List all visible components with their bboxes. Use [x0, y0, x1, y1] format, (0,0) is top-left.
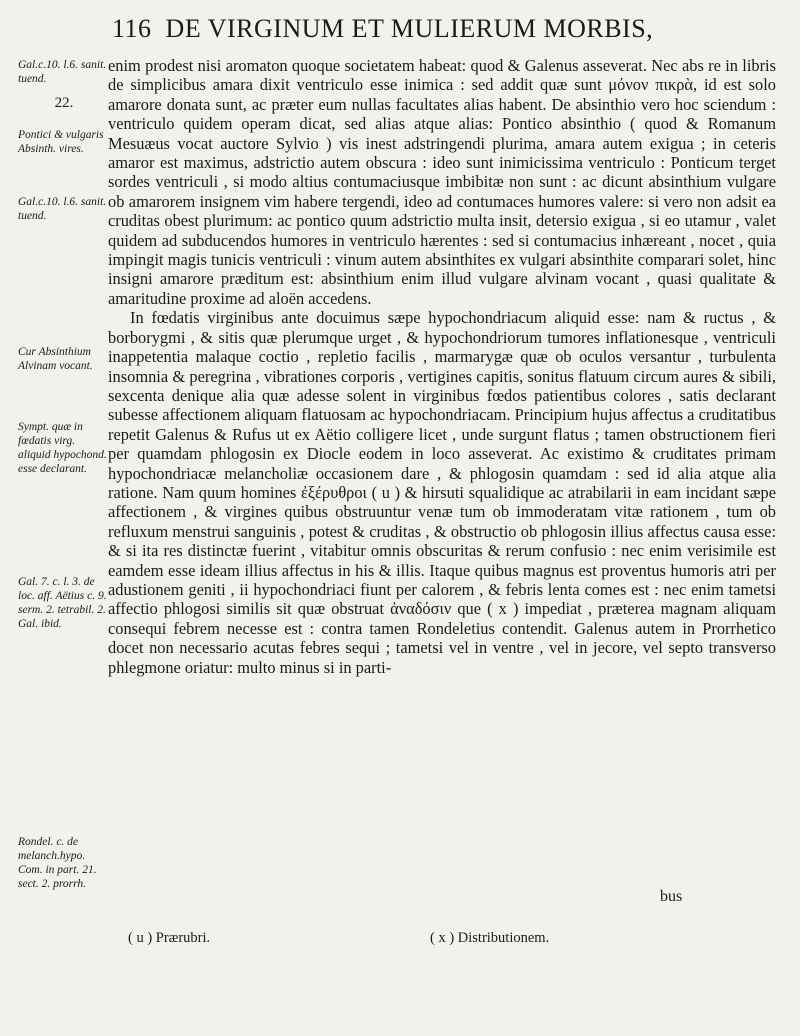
catchword: bus [660, 888, 683, 905]
margin-note: Sympt. quæ in fœdatis virg. aliquid hypochond. esse declarant. [18, 421, 107, 475]
main-text [108, 56, 776, 677]
paragraph: In fœdatis virginibus ante docuimus sæpe hypochondriacum aliquid esse: nam & ructus , & borborygmi , & sitis quæ plerumque urget , & hypochondriorum tumores inflationesque , ventriculi inappetentia malaque coctio , repletio facilis , marmarygæ quæ ob oculos versantur , turbulenta insomnia & peregrina , vibrationes corporis , vertigines capitis, sonitus flatuum circum aures & sibili, sexcenta denique alia quæ adesse solent in virginibus fœdos patientibus colores , satis declarant subesse affectionem aliquam flatuosam ac hypochondriacam. Principium hujus affectus a cruditatibus repetit Galenus & Rufus ut ex Aëtio colligere licet , unde surgunt flatus ; tamen obstructionem fieri per quamdam phlogosin ex Diocle eodem in loco asseverat. Ac existimo & cruditates primam hypochondriacæ melancholiæ occasionem dare , & phlogosin quamdam : sed id alia atque alia ratione. Nam quum homines ἐξέρυθροι ( u ) & hirsuti squalidique ac atrabilarii in eam incidant sæpe affectionem , & virgines quibus obstruuntur venæ tum ob immoderatam vitæ rationem , tum ob refluxum menstrui sanguinis , potest & cruditas , & obstructio ob phlogosin illius affectus causa esse: & si ita res distinctæ fuerint , vitabitur omnis obscuritas & rerum confusio : nec enim verisimile est eamdem esse ideam illius affectus in his & illis. Itaque quibus magnus est proventus humoris atri per adustionem geniti , ii hypochondriaci fiunt per calorem , & febris lenta comes est : nec enim tametsi affectio phlogosi similis sit quæ obstruat ἀναδόσιν que ( x ) impediat , præterea magnam aliquam consequi febrem necesse est : contra tamen Rondeletius contendit. Galenus autem in Prorrhetico docet non necessario acutas febres sequi ; tametsi vel in ventre , vel in jecore, vel septo transverso phlegmone oriatur: multo minus si in parti- [108, 308, 776, 677]
running-header [112, 14, 772, 44]
running-title: DE VIRGINUM ET MULIERUM MORBIS, [165, 14, 654, 43]
margin-note: Gal.c.10. l.6. sanit. tuend. [18, 59, 107, 85]
section-number: 22. [54, 95, 74, 111]
footnote-u: ( u ) Prærubri. [128, 930, 211, 946]
margin-note: Gal. 7. c. l. 3. de loc. aff. Aëtius c. 9. serm. 2. tetrabil. 2. Gal. ibid. [18, 576, 107, 630]
margin-note: Cur Absinthium Alvinam vocant. [18, 346, 93, 372]
page-number: 116 [112, 14, 152, 43]
margin-note: Rondel. c. de melanch.hypo. Com. in part. 21. sect. 2. prorrh. [18, 836, 97, 890]
footnote-x: ( x ) Distributionem. [430, 930, 550, 946]
paragraph: enim prodest nisi aromaton quoque societatem habeat: quod & Galenus asseverat. Nec abs re in libris de simplicibus amara dixit ventriculo esse inimica : sed addit quæ sunt μόνον πικρὰ, id est solo amarore donata sunt, ac præter eum nullas facultates alias habent. De absinthio vero hoc sciendum : ventriculo quidem operam dicat, sed alias atque alias: Pontico absinthio ( quod & Romanum Mesuæus vocat auctore Sylvio ) vis inest adstringendi plurima, amara autem exigua ; in ceteris amaror est maximus, adstrictio autem obscura : ideo sunt inimicissima ventriculo : Ponticum terget sordes ventriculi , si modo altius contumaciusque imbibitæ non sunt : ac dicunt absinthium vulgare ob amarorem insignem vim habere tergendi, ideo ad contumaces humores valere: si vero non adsit ea cruditas obest plurimum: ac pontico quum adstrictio multa insit, detersio exigua , si eo utamur , valet quidem ad subducendos humores in ventriculo hærentes : sed si contumacius inhæreant , nocet , quia impingit magis tunicis ventriculi : vinum autem absinthites ex vulgari absinthite comparari solet, hinc insigni amarore præditum est: absinthium enim illud vulgare alvinam vocant , quasi qualitate & amaritudine proxime ad aloën accedens. [108, 56, 776, 308]
margin-note: Pontici & vulgaris Absinth. vires. [18, 129, 104, 155]
margin-note: Gal.c.10. l.6. sanit. tuend. [18, 196, 107, 222]
